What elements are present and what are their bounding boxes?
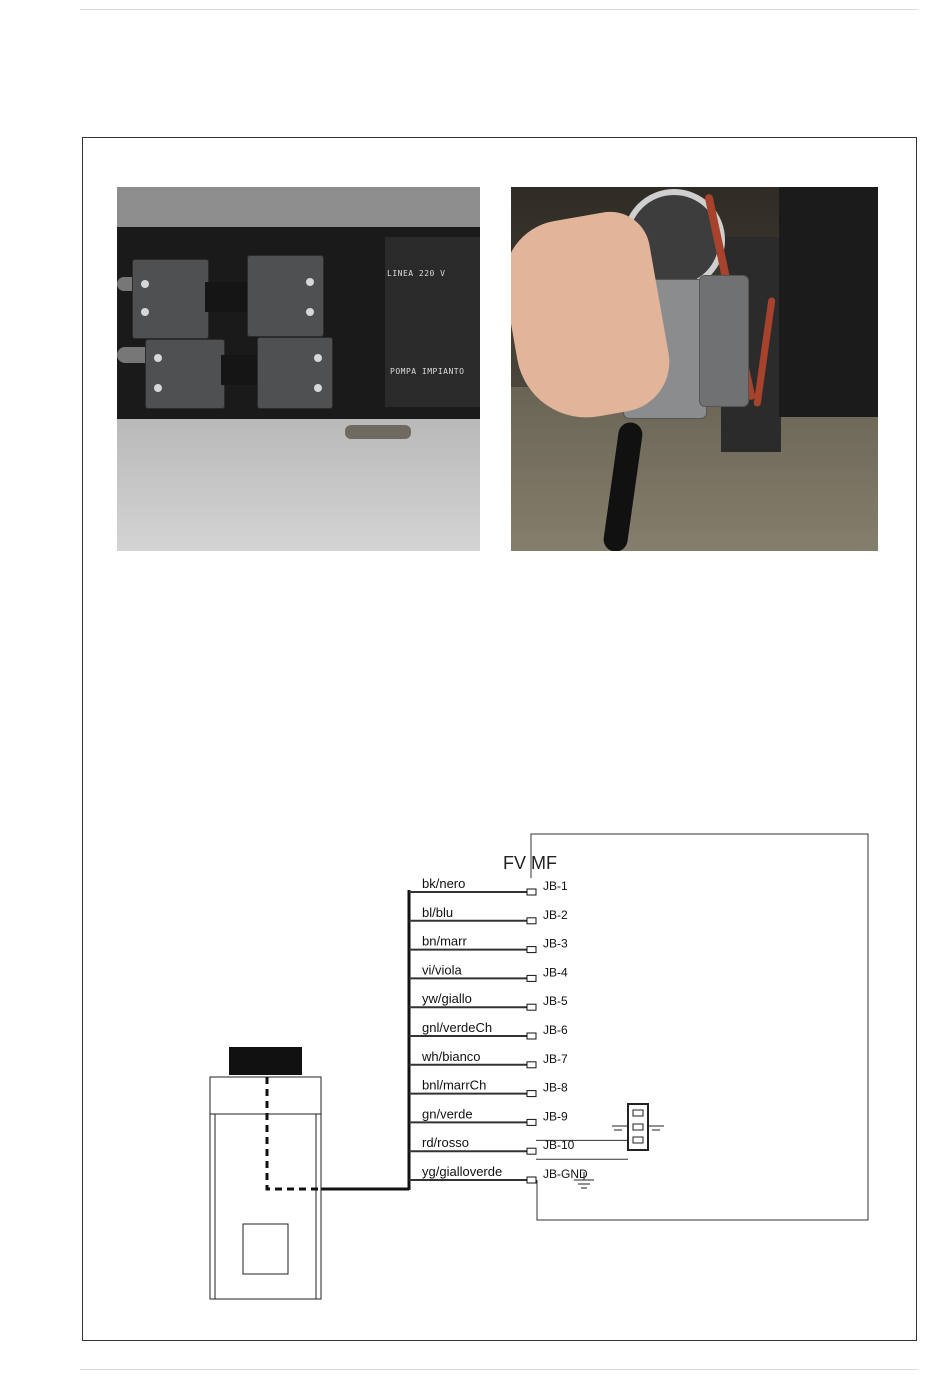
wire-color-label: bnl/marrCh [422, 1077, 487, 1093]
wire-color-label: gnl/verdeCh [422, 1020, 493, 1035]
terminal-pin [527, 1148, 536, 1154]
terminal-label: JB-4 [543, 965, 568, 980]
relay-pin [633, 1124, 643, 1130]
module-title: FV MF [503, 853, 557, 873]
wire-color-label: bl/blu [422, 904, 454, 920]
label-pompa: POMPA IMPIANTO [390, 367, 465, 376]
terminal-pin [527, 947, 536, 953]
wire-rows [409, 876, 628, 1183]
terminal-pin [527, 918, 536, 924]
terminal-pin [527, 1004, 536, 1010]
terminal-label: JB-10 [543, 1138, 575, 1153]
wire-color-label: yw/giallo [422, 991, 472, 1007]
bottom-rule [80, 1369, 918, 1370]
terminal-label: JB-1 [543, 879, 568, 893]
terminal-label: JB-6 [543, 1023, 568, 1037]
terminal-label: JB-GND [543, 1167, 588, 1181]
relay-pin [633, 1137, 643, 1143]
wire-color-label: rd/rosso [422, 1135, 469, 1151]
terminal-label: JB-8 [543, 1080, 568, 1095]
wire-color-label: bn/marr [422, 933, 467, 949]
terminal-pin [527, 889, 536, 895]
wire-color-label: wh/bianco [422, 1048, 481, 1064]
terminal-label: JB-9 [543, 1109, 568, 1124]
terminal-pin [527, 1091, 536, 1097]
terminal-pin [527, 975, 536, 981]
module-border [531, 834, 868, 1220]
label-linea: LINEA 220 V [387, 269, 446, 278]
terminal-label: JB-2 [543, 907, 568, 922]
terminal-label: JB-3 [543, 936, 568, 951]
stove-outline [210, 1047, 321, 1299]
relay-pin [633, 1110, 643, 1116]
wire-color-label: vi/viola [422, 962, 462, 978]
wire-color-label: gn/verde [422, 1106, 473, 1122]
terminal-pin [527, 1177, 536, 1183]
terminal-pin [527, 1033, 536, 1039]
terminal-pin [527, 1062, 536, 1068]
wire-color-label: yg/gialloverde [422, 1164, 503, 1179]
terminal-label: JB-5 [543, 994, 568, 1009]
wire-color-label: bk/nero [422, 876, 466, 891]
terminal-label: JB-7 [543, 1051, 568, 1066]
terminal-pin [527, 1119, 536, 1125]
